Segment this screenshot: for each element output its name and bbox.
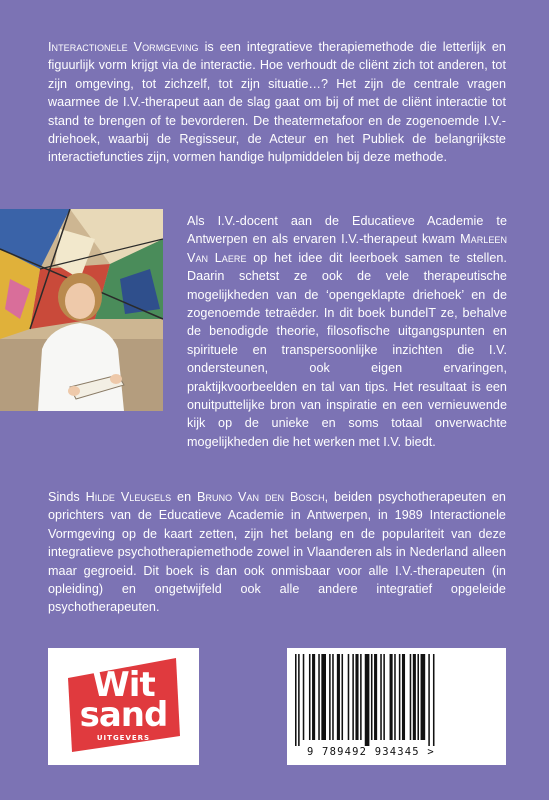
logo-text-wit: Wit (92, 665, 155, 705)
barcode-bar (303, 654, 305, 740)
isbn-barcode (287, 648, 506, 765)
barcode-bar (371, 654, 373, 740)
barcode-bar (413, 654, 416, 740)
logo-text-sand: sand (79, 695, 168, 735)
barcode-bar (312, 654, 315, 740)
barcode-bar (295, 654, 297, 746)
barcode-bar (402, 654, 405, 740)
barcode-bar (365, 654, 370, 746)
bio-text-2: op het idee dit leerboek samen te stellen. Daarin schetst ze ook de vele therapeutische mogelijkheden van de ‘opengeklapte driehoek’ en de zogenoemde tetraëder. In dit boek bundelT ze, behalve de benodigde theorie, filosofische uitgangspunten en spirituele en transpersoonlijke inzichten die I.V. ondersteunen, ook eigen ervaringen, praktijkvoorbeelden en tal van tips. Het resultaat is een onuitputtelijke bron van inspiratie en een vernieuwende kijk op de unieke en soms totaal onverwachte mogelijkheden die het werken met I.V. biedt. (187, 250, 507, 449)
barcode-bar (329, 654, 331, 740)
barcode-bar (321, 654, 326, 740)
founder-name-2: Bruno Van den Bosch (197, 490, 325, 504)
author-bio-paragraph (187, 212, 507, 451)
barcode-bar (348, 654, 350, 740)
logo-text-uitgevers: UITGEVERS (96, 734, 151, 742)
barcode-bar (421, 654, 426, 740)
barcode-bar (360, 654, 362, 740)
barcode-bar (394, 654, 396, 740)
barcode-bar (342, 654, 344, 740)
barcode-bar (298, 654, 300, 746)
closing-text-3: , beiden psychotherapeuten en oprichters van de Educatieve Academie in Antwerpen, in 1989 Interactionele Vormgeving op de kaart zetten, zijn het belang en de populariteit van deze integratieve psychotherapiemethode zowel in Vlaanderen als in Nederland alleen maar gegroeid. Dit boek is dan ook onmisbaar voor alle I.V.-therapeuten (in opleiding) en ongetwijfeld ook alle andere integratief opgeleide psychotherapeuten. (48, 490, 506, 615)
barcode-bar (380, 654, 382, 740)
closing-text-1: Sinds (48, 490, 86, 504)
method-name: Interactionele Vormgeving (48, 40, 199, 54)
intro-paragraph (48, 38, 506, 167)
bio-text-1: Als I.V.-docent aan de Educatieve Academie te Antwerpen en als ervaren I.V.-therapeut kwam (187, 214, 507, 247)
intro-text: is een integratieve therapiemethode die letterlijk en figuurlijk vorm krijgt via de interactie. Hoe verhoudt de cliënt zich tot anderen, tot zijn omgeving, tot zichzelf, tot zijn situatie…? Het zijn de centrale vragen waarmee de I.V.-therapeut aan de slag gaat om bij of met de cliënt interactie tot stand te brengen of te bevorderen. De theatermetafoor en de zogenoemde I.V.-driehoek, waarbij de Regisseur, de Acteur en het Publiek de belangrijkste interactiefuncties zijn, vormen handige hulpmiddelen bij deze methode. (48, 40, 506, 165)
barcode-bar (337, 654, 340, 740)
barcode-bar (390, 654, 393, 740)
barcode-bar (383, 654, 385, 740)
barcode-bar (374, 654, 377, 740)
closing-paragraph (48, 488, 506, 617)
barcode-bar (309, 654, 311, 740)
barcode-bar (428, 654, 430, 746)
barcode-bar (332, 654, 334, 740)
barcode-bar (410, 654, 412, 740)
author-photo (0, 209, 163, 411)
author-name: Marleen Van Laere (187, 232, 507, 265)
barcode-bars (287, 648, 506, 748)
barcode-bar (399, 654, 401, 740)
barcode-bar (417, 654, 419, 740)
barcode-bar (433, 654, 435, 746)
publisher-logo (48, 648, 199, 765)
closing-text-2: en (171, 490, 198, 504)
barcode-bar (352, 654, 354, 740)
barcode-bar (318, 654, 320, 740)
barcode-bar (355, 654, 358, 740)
founder-name-1: Hilde Vleugels (85, 490, 172, 504)
isbn-number: 9 789492 934345 > (307, 746, 435, 758)
